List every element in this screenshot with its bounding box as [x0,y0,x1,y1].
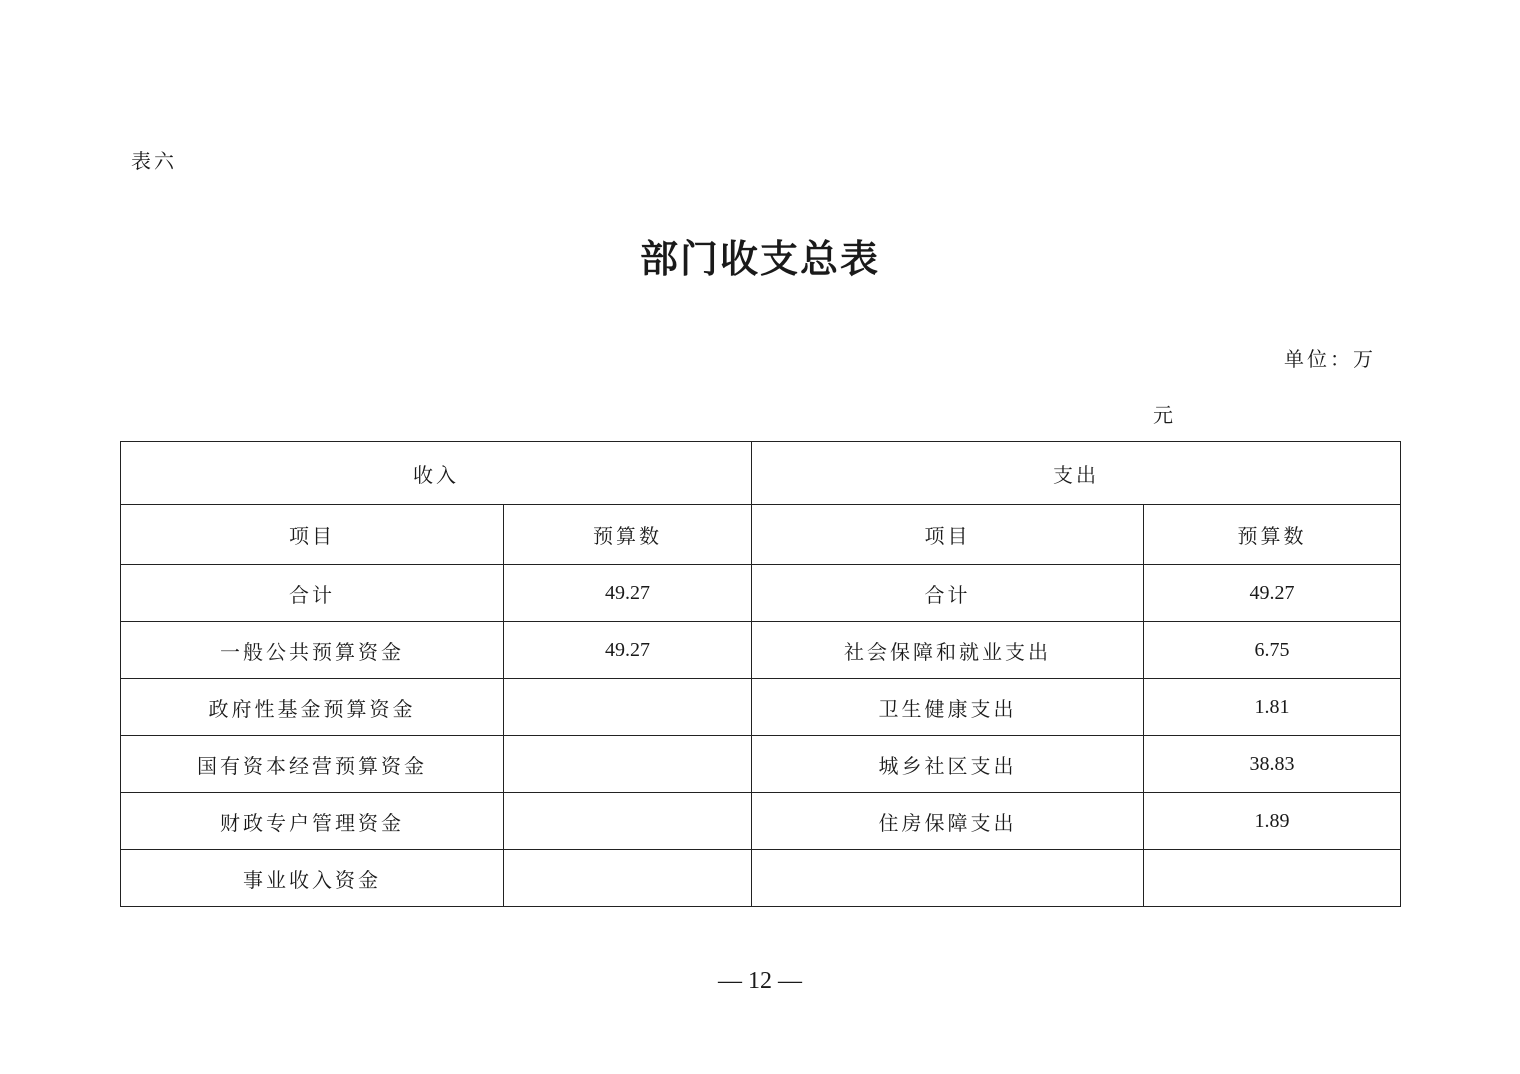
table-row [121,736,1401,793]
expense-budget-cell: 1.89 [1144,793,1401,850]
income-budget-cell [504,736,752,793]
expense-budget-column-header: 预算数 [1144,505,1401,565]
income-budget-column-header: 预算数 [504,505,752,565]
income-item-cell: 事业收入资金 [121,850,504,907]
expense-budget-cell: 1.81 [1144,679,1401,736]
income-section-header: 收入 [121,442,752,505]
unit-suffix: 元 [1153,403,1176,427]
expense-budget-cell [1144,850,1401,907]
income-item-cell: 一般公共预算资金 [121,622,504,679]
table-label: 表六 [131,149,177,173]
expense-item-cell: 合计 [752,565,1144,622]
page-number: — 12 — [718,968,802,994]
table-section-header-row [121,442,1401,505]
expense-item-cell: 城乡社区支出 [752,736,1144,793]
expense-budget-cell: 6.75 [1144,622,1401,679]
income-expense-summary-table [120,441,1401,907]
page-title: 部门收支总表 [639,236,880,281]
income-item-cell: 合计 [121,565,504,622]
income-item-cell: 国有资本经营预算资金 [121,736,504,793]
expense-item-cell: 住房保障支出 [752,793,1144,850]
table-column-header-row [121,505,1401,565]
expense-item-cell [752,850,1144,907]
table-row [121,850,1401,907]
income-budget-cell [504,793,752,850]
table-row [121,622,1401,679]
income-item-cell: 财政专户管理资金 [121,793,504,850]
expense-section-header: 支出 [752,442,1401,505]
income-budget-cell [504,679,752,736]
income-budget-cell: 49.27 [504,565,752,622]
table-row [121,565,1401,622]
income-budget-cell [504,850,752,907]
table-row [121,679,1401,736]
income-item-column-header: 项目 [121,505,504,565]
expense-budget-cell: 38.83 [1144,736,1401,793]
expense-item-cell: 卫生健康支出 [752,679,1144,736]
income-budget-cell: 49.27 [504,622,752,679]
expense-budget-cell: 49.27 [1144,565,1401,622]
unit-label: 单位：万 [1284,347,1376,371]
income-item-cell: 政府性基金预算资金 [121,679,504,736]
table-row [121,793,1401,850]
expense-item-column-header: 项目 [752,505,1144,565]
expense-item-cell: 社会保障和就业支出 [752,622,1144,679]
